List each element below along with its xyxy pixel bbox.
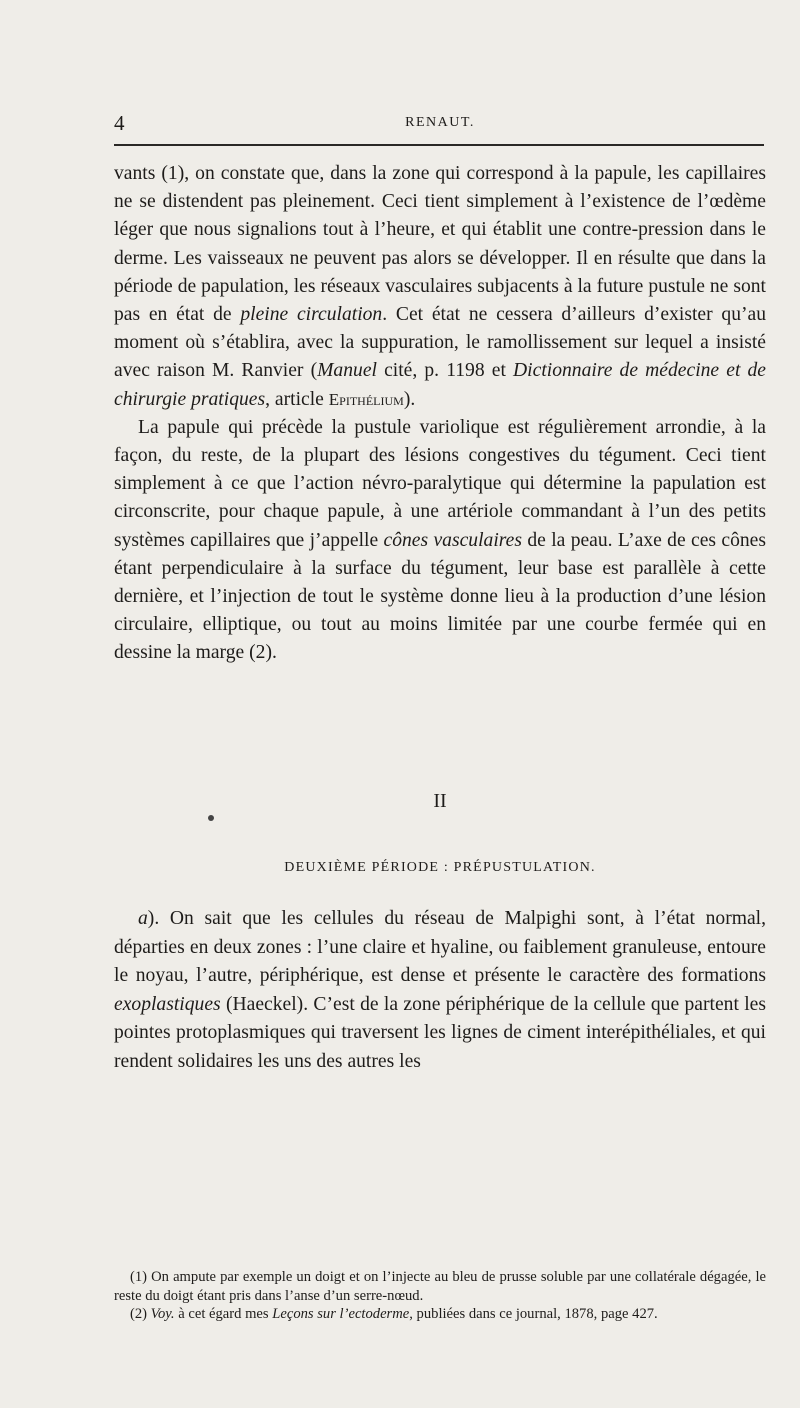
paragraph-2: La papule qui précède la pustule variolique est régulièrement arrondie, à la façon, du reste, de la plupart des lésions congestives du tégument. Ceci tient simplement à ce que l’action névro-paralytique qui détermine la papulation est circonscrite, pour chaque papule, à une artériole commandant à l’un des petits systèmes capillaires que j’appelle cônes vasculaires de la peau. L’axe de ces cônes étant perpendiculaire à la surface du tégument, leur base est parallèle à cette dernière, et l’injection de tout le système donne lieu à la production d’une lésion circulaire, elliptique, ou tout au moins limitée par une courbe fermée qui en dessine la marge (2). [114,416,766,664]
paragraph-a: a). On sait que les cellules du réseau de Malpighi sont, à l’état normal, départies en deux zones : l’une claire et hyaline, ou faiblement granuleuse, entoure le noyau, l’autre, périphérique, est dense et présente le caractère des formations exoplastiques (Haeckel). C’est de la zone périphérique de la cellule que partent les pointes protoplasmiques qui traversent les lignes de ciment interépithéliales, et qui rendent solidaires les uns des autres les [114,908,766,1072]
section-text [114,905,766,1077]
footnotes [114,1268,766,1324]
header-rule [114,144,764,146]
section-number: II [433,790,447,812]
page-number: 4 [114,111,125,135]
paragraph-1: vants (1), on constate que, dans la zone qui correspond à la papule, les capillaires ne se distendent pas pleinement. Ceci tient simplement à l’existence de l’œdème léger que nous signalions tout à l’heure, et qui établit une contre-pression dans le derme. Les vaisseaux ne peuvent pas alors se développer. Il en résulte que dans la période de papulation, les réseaux vasculaires subjacents à la future pustule ne sont pas en état de pleine circulation. Cet état ne cessera d’ailleurs d’exister qu’au moment où s’établira, avec la suppuration, le ramollissement sur lequel a insisté avec raison M. Ranvier (Manuel cité, p. 1198 et Dictionnaire de médecine et de chirurgie pratiques, article Epithélium). [114,163,767,410]
page-header [114,103,766,135]
footnote-1: (1) On ampute par exemple un doigt et on l’injecte au bleu de prusse soluble par une collatérale dégagée, le reste du doigt étant pris dans l’anse d’un serre-nœud. [114,1269,766,1304]
footnote-2: (2) Voy. à cet égard mes Leçons sur l’ectoderme, publiées dans ce journal, 1878, page 427. [130,1306,658,1323]
running-title: RENAUT. [405,115,475,130]
section-title: DEUXIÈME PÉRIODE : PRÉPUSTULATION. [284,860,596,875]
main-text [114,160,766,668]
ink-spot [208,815,214,821]
